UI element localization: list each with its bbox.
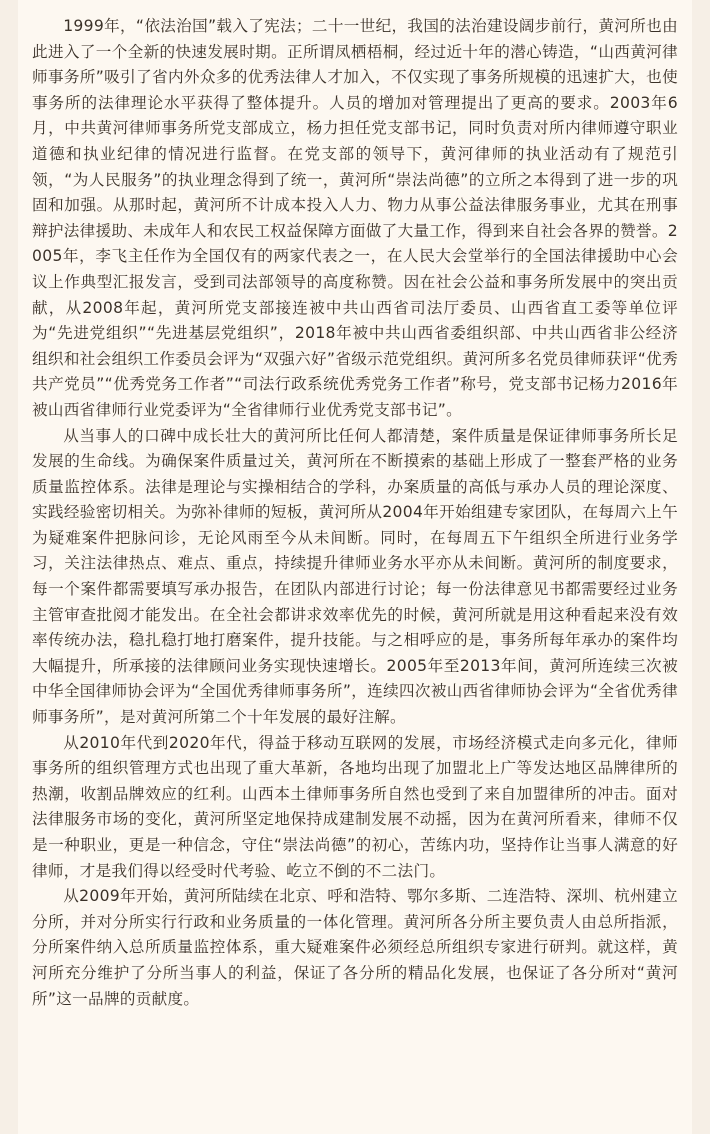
paragraph-branch-offices: 从2009年开始，黄河所陆续在北京、呼和浩特、鄂尔多斯、二连浩特、深圳、杭州建立分所，并对分所实行行政和业务质量的一体化管理。黄河所各分所主要负责人由总所指派，分所案件纳入总所质量监控体系，重大疑难案件必须经总所组织专家进行研判。就这样，黄河所充分维护了分所当事人的利益，保证了各分所的精品化发展，也保证了各分所对“黄河所”这一品牌的贡献度。 (32, 887, 678, 1008)
paragraph-party-branch: 1999年，“依法治国”载入了宪法；二十一世纪，我国的法治建设阔步前行，黄河所也由此进入了一个全新的快速发展时期。正所谓凤栖梧桐，经过近十年的潜心铸造，“山西黄河律师事务所”吸引了省内外众多的优秀法律人才加入，不仅实现了事务所规模的迅速扩大，也使事务所的法律理论水平获得了整体提升。人员的增加对管理提出了更高的要求。2003年6月，中共黄河律师事务所党支部成立，杨力担任党支部书记，同时负责对所内律师遵守职业道德和执业纪律的情况进行监督。在党支部的领导下，黄河律师的执业活动有了规范引领，“为人民服务”的执业理念得到了统一，黄河所“崇法尚德”的立所之本得到了进一步的巩固和加强。从那时起，黄河所不计成本投入人力、物力从事公益法律服务事业，尤其在刑事辩护法律援助、未成年人和农民工权益保障方面做了大量工作，得到来自社会各界的赞誉。2005年，李飞主任作为全国仅有的两家代表之一，在人民大会堂举行的全国法律援助中心会议上作典型汇报发言，受到司法部领导的高度称赞。因在社会公益和事务所发展中的突出贡献，从2008年起，黄河所党支部接连被中共山西省司法厅委员、山西省直工委等单位评为“先进党组织”“先进基层党组织”，2018年被中共山西省委组织部、中共山西省非公经济组织和社会组织工作委员会评为“双强六好”省级示范党组织。黄河所多名党员律师获评“优秀共产党员”“优秀党务工作者”“司法行政系统优秀党务工作者”称号，党支部书记杨力2016年被山西省律师行业党委评为“全省律师行业优秀党支部书记”。 (32, 17, 678, 419)
article-body (18, 0, 692, 1134)
paragraph-market-change: 从2010年代到2020年代，得益于移动互联网的发展，市场经济模式走向多元化，律师事务所的组织管理方式也出现了重大革新，各地均出现了加盟北上广等发达地区品牌律所的热潮，收割品牌效应的红利。山西本土律师事务所自然也受到了来自加盟律所的冲击。面对法律服务市场的变化，黄河所坚定地保持成建制发展不动摇，因为在黄河所看来，律师不仅是一种职业，更是一种信念，守住“崇法尚德”的初心，苦练内功，坚持作让当事人满意的好律师，才是我们得以经受时代考验、屹立不倒的不二法门。 (32, 733, 678, 880)
paragraph-case-quality: 从当事人的口碑中成长壮大的黄河所比任何人都清楚，案件质量是保证律师事务所长足发展的生命线。为确保案件质量过关，黄河所在不断摸索的基础上形成了一整套严格的业务质量监控体系。法律是理论与实操相结合的学科，办案质量的高低与承办人员的理论深度、实践经验密切相关。为弥补律师的短板，黄河所从2004年开始组建专家团队，在每周六上午为疑难案件把脉问诊，无论风雨至今从未间断。同时，在每周五下午组织全所进行业务学习，关注法律热点、难点、重点，持续提升律师业务水平亦从未间断。黄河所的制度要求，每一个案件都需要填写承办报告，在团队内部进行讨论；每一份法律意见书都需要经过业务主管审查批阅才能发出。在全社会都讲求效率优先的时候，黄河所就是用这种看起来没有效率传统办法，稳扎稳打地打磨案件，提升技能。与之相呼应的是，事务所每年承办的案件均大幅提升，所承接的法律顾问业务实现快速增长。2005年至2013年间，黄河所连续三次被中华全国律师协会评为“全国优秀律师事务所”，连续四次被山西省律师协会评为“全省优秀律师事务所”，是对黄河所第二个十年发展的最好注解。 (32, 426, 678, 727)
